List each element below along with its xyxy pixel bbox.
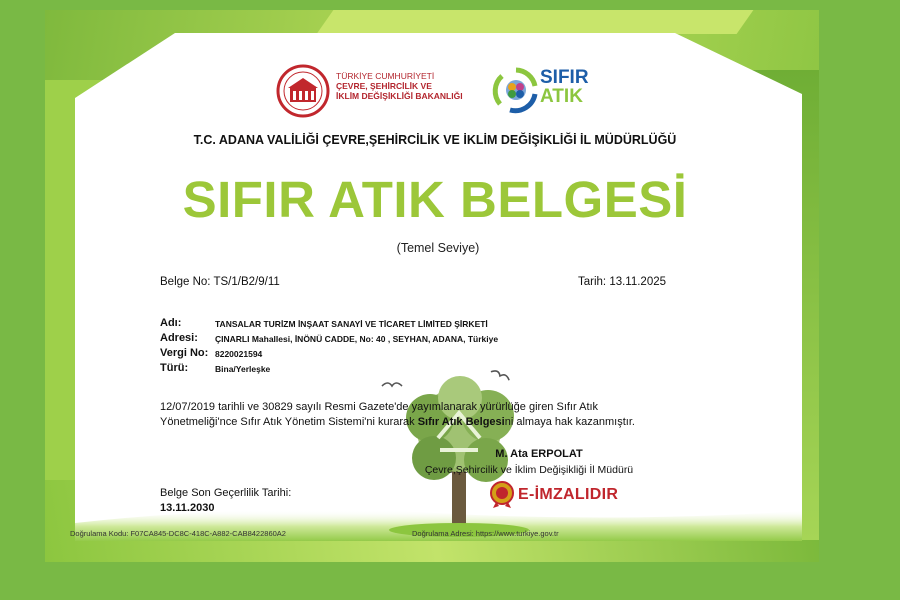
certificate-level: (Temel Seviye) xyxy=(396,241,480,255)
document-date: Tarih: 13.11.2025 xyxy=(578,276,667,288)
statement-certificate-name: Sıfır Atık Belgesi xyxy=(417,416,505,428)
certificate-title: SIFIR ATIK BELGESİ xyxy=(182,171,688,228)
statement-line-2-end: ni almaya hak kazanmıştır. xyxy=(504,416,635,428)
sifir-logo-line-1: SIFIR xyxy=(540,67,589,88)
ministry-line-3: İKLİM DEĞİŞİKLİĞİ BAKANLIĞI xyxy=(336,91,463,101)
document-number: Belge No: TS/1/B2/9/11 xyxy=(160,276,280,288)
signer-name: M. Ata ERPOLAT xyxy=(495,448,583,460)
ministry-emblem-icon xyxy=(276,64,330,118)
statement-line-2 xyxy=(160,416,635,428)
e-signed-label: E-İMZALIDIR xyxy=(518,486,619,503)
validity-date: 13.11.2030 xyxy=(160,502,215,514)
field-label-name: Adı: xyxy=(160,317,182,329)
statement-line-2-start: Yönetmeliği'nce Sıfır Atık Yönetim Sistemi'ni kurarak xyxy=(160,416,418,428)
ministry-line-1: TÜRKİYE CUMHURİYETİ xyxy=(336,71,435,81)
sifir-atik-wordmark xyxy=(540,68,589,106)
sifir-logo-line-2: ATIK xyxy=(540,86,583,107)
sifir-atik-recycle-icon xyxy=(490,66,542,114)
validity-label: Belge Son Geçerlilik Tarihi: xyxy=(160,487,292,499)
bird-icon xyxy=(491,369,510,380)
ministry-name xyxy=(336,71,463,101)
field-value-tax-no: 8220021594 xyxy=(215,349,263,359)
field-label-type: Türü: xyxy=(160,362,189,374)
statement-line-1: 12/07/2019 tarihli ve 30829 sayılı Resmi Gazete'de yayımlanarak yürürlüğe giren Sıfır Atık xyxy=(160,401,599,413)
verification-code: Doğrulama Kodu: F07CA845-DC8C-418C-A882-CAB8422860A2 xyxy=(70,529,286,538)
frame-stripe xyxy=(317,10,754,34)
verification-address[interactable]: Doğrulama Adresi: https://www.turkiye.gov.tr xyxy=(412,529,559,538)
ministry-line-2: ÇEVRE, ŞEHİRCİLİK VE xyxy=(336,81,432,91)
field-value-address: ÇINARLI Mahallesi, İNÖNÜ CADDE, No: 40 , SEYHAN, ADANA, Türkiye xyxy=(215,334,499,344)
directorate-title: T.C. ADANA VALİLİĞİ ÇEVRE,ŞEHİRCİLİK VE İKLİM DEĞİŞİKLİĞİ İL MÜDÜRLÜĞÜ xyxy=(193,133,677,147)
field-value-type: Bina/Yerleşke xyxy=(215,364,271,374)
field-label-tax-no: Vergi No: xyxy=(160,347,209,359)
signer-title: Çevre,Şehircilik ve İklim Değişikliği İl Müdürü xyxy=(424,464,634,476)
field-label-address: Adresi: xyxy=(160,332,198,344)
bird-icon xyxy=(382,383,402,386)
field-value-name: TANSALAR TURİZM İNŞAAT SANAYİ VE TİCARET LİMİTED ŞİRKETİ xyxy=(215,319,488,329)
